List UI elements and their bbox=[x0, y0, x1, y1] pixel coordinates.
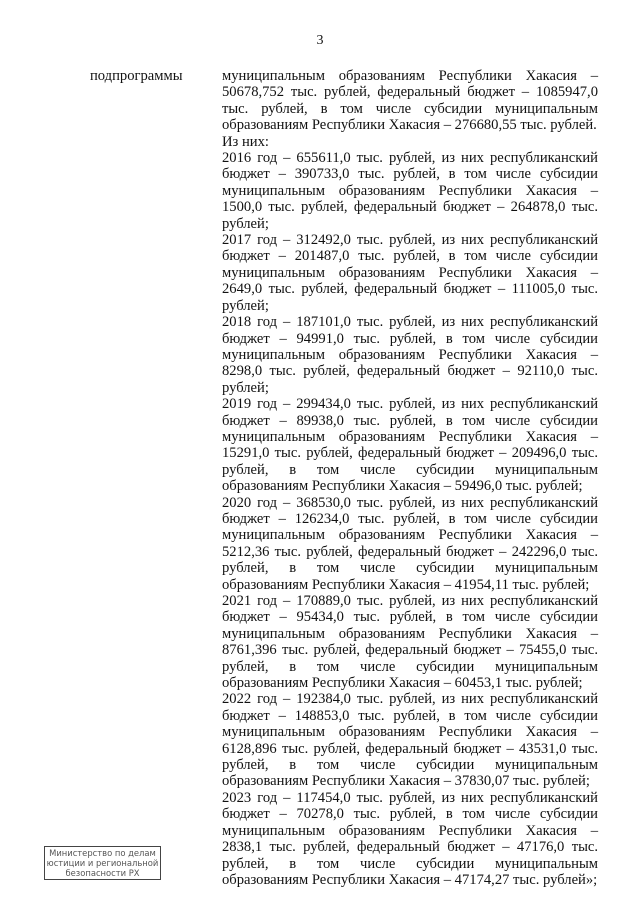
registration-stamp bbox=[44, 846, 161, 880]
page-number: 3 bbox=[316, 33, 324, 48]
paragraph-2016: 2016 год – 655611,0 тыс. рублей, из них республиканский бюджет – 390733,0 тыс. рублей, в том числе субсидии муниципальным образованиям Республики Хакасия – 1500,0 тыс. рублей, федеральный бюджет – 264878,0 тыс. рублей; bbox=[222, 150, 598, 232]
paragraph-2018: 2018 год – 187101,0 тыс. рублей, из них республиканский бюджет – 94991,0 тыс. рублей, в том числе субсидии муниципальным образованиям Республики Хакасия – 8298,0 тыс. рублей, федеральный бюджет – 92110,0 тыс. рублей; bbox=[222, 314, 598, 396]
paragraph-2023: 2023 год – 117454,0 тыс. рублей, из них республиканский бюджет – 70278,0 тыс. рублей, в том числе субсидии муниципальным образованиям Республики Хакасия – 2838,1 тыс. рублей, федеральный бюджет – 47176,0 тыс. рублей, в том числе субсидии муниципальным образованиям Республики Хакасия – 47174,27 тыс. рублей»; bbox=[222, 789, 598, 888]
paragraph-2022: 2022 год – 192384,0 тыс. рублей, из них республиканский бюджет – 148853,0 тыс. рублей, в том числе субсидии муниципальным образованиям Республики Хакасия – 6128,896 тыс. рублей, федеральный бюджет – 43531,0 тыс. рублей, в том числе субсидии муниципальным образованиям Республики Хакасия – 37830,07 тыс. рублей; bbox=[222, 691, 598, 790]
paragraph-2021: 2021 год – 170889,0 тыс. рублей, из них республиканский бюджет – 95434,0 тыс. рублей, в том числе субсидии муниципальным образованиям Республики Хакасия – 8761,396 тыс. рублей, федеральный бюджет – 75455,0 тыс. рублей, в том числе субсидии муниципальным образованиям Республики Хакасия – 60453,1 тыс. рублей; bbox=[222, 593, 598, 692]
paragraph-2019: 2019 год – 299434,0 тыс. рублей, из них республиканский бюджет – 89938,0 тыс. рублей, в том числе субсидии муниципальным образованиям Республики Хакасия – 15291,0 тыс. рублей, федеральный бюджет – 209496,0 тыс. рублей, в том числе субсидии муниципальным образованиям Республики Хакасия – 59496,0 тыс. рублей; bbox=[222, 396, 598, 495]
paragraph-2017: 2017 год – 312492,0 тыс. рублей, из них республиканский бюджет – 201487,0 тыс. рублей, в том числе субсидии муниципальным образованиям Республики Хакасия – 2649,0 тыс. рублей, федеральный бюджет – 111005,0 тыс. рублей; bbox=[222, 232, 598, 314]
section-label: подпрограммы bbox=[90, 68, 183, 84]
paragraph-of-them: Из них: bbox=[222, 133, 269, 150]
paragraph-intro: муниципальным образованиям Республики Хакасия – 50678,752 тыс. рублей, федеральный бюджет – 1085947,0 тыс. рублей, в том числе субсидии муниципальным образованиям Республики Хакасия – 276680,55 тыс. рублей. bbox=[222, 68, 598, 134]
stamp-line-3: безопасности РХ bbox=[65, 867, 140, 878]
stamp-line-2: юстиции и региональной bbox=[46, 857, 159, 868]
body-text bbox=[222, 68, 598, 888]
paragraph-2020: 2020 год – 368530,0 тыс. рублей, из них республиканский бюджет – 126234,0 тыс. рублей, в том числе субсидии муниципальным образованиям Республики Хакасия – 5212,36 тыс. рублей, федеральный бюджет – 242296,0 тыс. рублей, в том числе субсидии муниципальным образованиям Республики Хакасия – 41954,11 тыс. рублей; bbox=[222, 494, 598, 593]
stamp-line-1: Министерство по делам bbox=[49, 848, 156, 858]
